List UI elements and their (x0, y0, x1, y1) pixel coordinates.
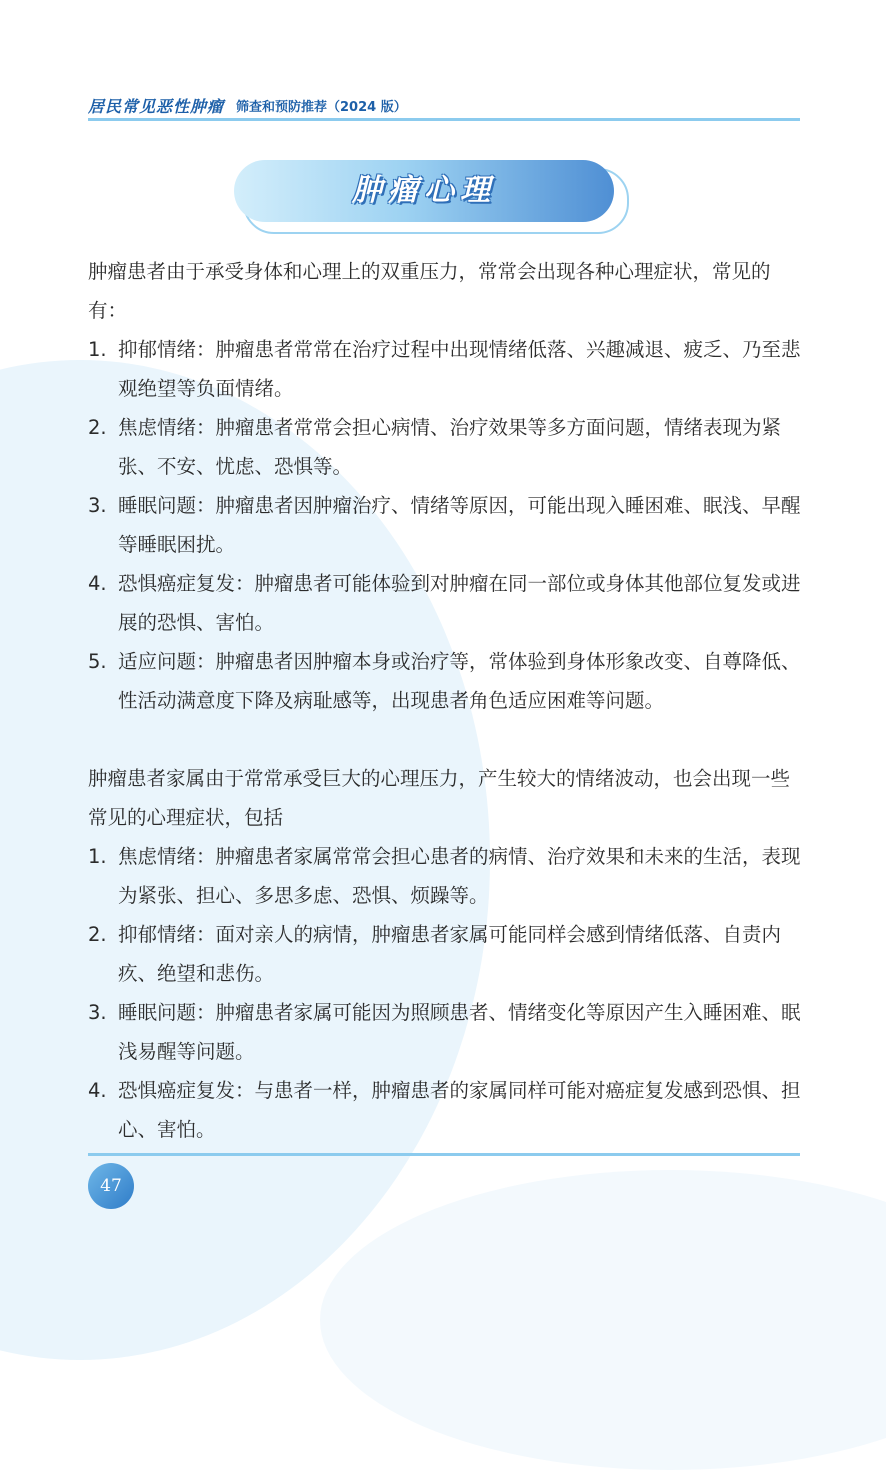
list-item-number: 3. (88, 1001, 107, 1024)
page-header (88, 92, 800, 122)
list-item-number: 2. (88, 416, 107, 439)
page-content (88, 252, 804, 1149)
family-intro: 肿瘤患者家属由于常常承受巨大的心理压力，产生较大的情绪波动，也会出现一些常见的心理症状，包括 (88, 767, 791, 829)
header-divider (88, 118, 800, 121)
list-item-text: 适应问题：肿瘤患者因肿瘤本身或治疗等，常体验到身体形象改变、自尊降低、性活动满意度下降及病耻感等，出现患者角色适应困难等问题。 (118, 650, 801, 712)
patients-intro: 肿瘤患者由于承受身体和心理上的双重压力，常常会出现各种心理症状，常见的有： (88, 260, 771, 322)
background-decoration-bottom (320, 1170, 886, 1470)
list-item (88, 330, 804, 408)
list-item (88, 408, 804, 486)
list-item-text: 抑郁情绪：面对亲人的病情，肿瘤患者家属可能同样会感到情绪低落、自责内疚、绝望和悲伤。 (118, 923, 782, 985)
list-item-number: 4. (88, 1079, 107, 1102)
list-item-number: 4. (88, 572, 107, 595)
list-item-text: 恐惧癌症复发：肿瘤患者可能体验到对肿瘤在同一部位或身体其他部位复发或进展的恐惧、害怕。 (118, 572, 801, 634)
list-item-number: 1. (88, 338, 107, 361)
list-item-text: 抑郁情绪：肿瘤患者常常在治疗过程中出现情绪低落、兴趣减退、疲乏、乃至悲观绝望等负面情绪。 (118, 338, 801, 400)
list-item-number: 2. (88, 923, 107, 946)
list-item-number: 1. (88, 845, 107, 868)
list-item-text: 睡眠问题：肿瘤患者家属可能因为照顾患者、情绪变化等原因产生入睡困难、眠浅易醒等问题。 (118, 1001, 801, 1063)
section-title: 肿瘤心理 (352, 173, 496, 208)
list-item (88, 837, 804, 915)
list-item (88, 993, 804, 1071)
list-item-text: 焦虑情绪：肿瘤患者常常会担心病情、治疗效果等多方面问题，情绪表现为紧张、不安、忧虑、恐惧等。 (118, 416, 782, 478)
footer-divider (88, 1153, 800, 1156)
page-number: 47 (88, 1163, 134, 1209)
family-symptom-list (88, 837, 804, 1149)
list-item (88, 564, 804, 642)
list-item (88, 486, 804, 564)
patients-symptom-list (88, 330, 804, 720)
list-item (88, 1071, 804, 1149)
list-item (88, 915, 804, 993)
list-item-number: 3. (88, 494, 107, 517)
list-item-text: 恐惧癌症复发：与患者一样，肿瘤患者的家属同样可能对癌症复发感到恐惧、担心、害怕。 (118, 1079, 801, 1141)
list-item-number: 5. (88, 650, 107, 673)
section-spacer (88, 720, 804, 759)
list-item-text: 焦虑情绪：肿瘤患者家属常常会担心患者的病情、治疗效果和未来的生活，表现为紧张、担心、多思多虑、恐惧、烦躁等。 (118, 845, 801, 907)
header-brand: 居民常见恶性肿瘤 (88, 97, 225, 116)
list-item-text: 睡眠问题：肿瘤患者因肿瘤治疗、情绪等原因，可能出现入睡困难、眠浅、早醒等睡眠困扰。 (118, 494, 801, 556)
list-item (88, 642, 804, 720)
header-subtitle: 筛查和预防推荐（2024 版） (236, 100, 407, 115)
